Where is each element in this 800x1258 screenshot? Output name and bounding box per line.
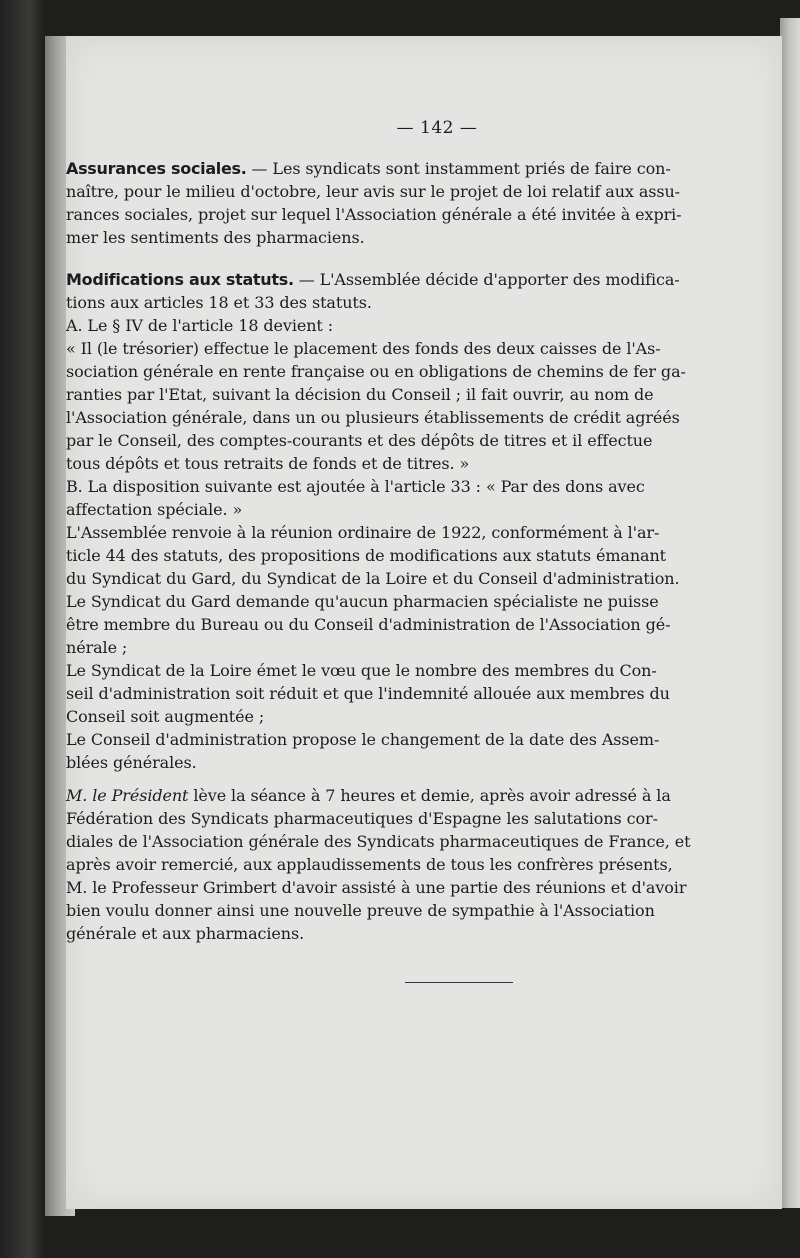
text-line: après avoir remercié, aux applaudissements de tous les confrères présents, — [66, 855, 673, 874]
page-number: — 142 — — [396, 118, 478, 138]
text-line: rances sociales, projet sur lequel l'Association générale a été invitée à expri- — [66, 205, 682, 224]
text-line: ranties par l'Etat, suivant la décision du Conseil ; il fait ouvrir, au nom de — [66, 385, 654, 404]
paragraph-assurances-sociales — [66, 157, 740, 249]
text-line: Le Conseil d'administration propose le changement de la date des Assem- — [66, 730, 660, 749]
text-line: L'Assemblée renvoie à la réunion ordinaire de 1922, conformément à l'ar- — [66, 523, 660, 542]
text-line: M. le Professeur Grimbert d'avoir assisté à une partie des réunions et d'avoir — [66, 878, 687, 897]
text-line: Le Syndicat de la Loire émet le vœu que le nombre des membres du Con- — [66, 661, 657, 680]
paragraph-closing — [66, 784, 740, 945]
text-line: naître, pour le milieu d'octobre, leur avis sur le projet de loi relatif aux assu- — [66, 182, 680, 201]
text-line: Le Syndicat du Gard demande qu'aucun pharmacien spécialiste ne puisse — [66, 592, 659, 611]
speaker-name: M. le Président — [66, 786, 189, 805]
text-line: Conseil soit augmentée ; — [66, 707, 265, 726]
text-line: ticle 44 des statuts, des propositions de modifications aux statuts émanant — [66, 546, 667, 565]
adjacent-page-edge — [780, 18, 800, 1208]
text-line: tions aux articles 18 et 33 des statuts. — [66, 293, 372, 312]
quote-block — [66, 337, 740, 475]
section-heading-modifications: Modifications aux statuts. — [66, 270, 294, 289]
text-line: blées générales. — [66, 753, 197, 772]
text-line: Fédération des Syndicats pharmaceutiques d'Espagne les salutations cor- — [66, 809, 658, 828]
text-line: générale et aux pharmaciens. — [66, 924, 305, 943]
text-line: bien voulu donner ainsi une nouvelle preuve de sympathie à l'Association — [66, 901, 655, 920]
end-rule — [405, 982, 513, 983]
text-line: — L'Assemblée décide d'apporter des modifica- — [293, 270, 680, 289]
text-line: « Il (le trésorier) effectue le placement des fonds des deux caisses de l'As- — [66, 339, 661, 358]
text-line: du Syndicat du Gard, du Syndicat de la Loire et du Conseil d'administration. — [66, 569, 680, 588]
text-line: seil d'administration soit réduit et que l'indemnité allouée aux membres du — [66, 684, 670, 703]
text-line: diales de l'Association générale des Syndicats pharmaceutiques de France, et — [66, 832, 691, 851]
gard-paragraph — [66, 590, 740, 659]
conseil-paragraph — [66, 728, 740, 774]
text-line: affectation spéciale. » — [66, 500, 243, 519]
text-line: — Les syndicats sont instamment priés de faire con- — [246, 159, 671, 178]
text-line: sociation générale en rente française ou en obligations de chemins de fer ga- — [66, 362, 686, 381]
text-line: mer les sentiments des pharmaciens. — [66, 228, 365, 247]
point-b — [66, 475, 740, 521]
text-line: être membre du Bureau ou du Conseil d'administration de l'Association gé- — [66, 615, 671, 634]
point-a: A. Le § IV de l'article 18 devient : — [66, 316, 334, 335]
text-line: tous dépôts et tous retraits de fonds et de titres. » — [66, 454, 470, 473]
text-line: l'Association générale, dans un ou plusieurs établissements de crédit agréés — [66, 408, 680, 427]
text-line: B. La disposition suivante est ajoutée à l'article 33 : « Par des dons avec — [66, 477, 645, 496]
text-line: lève la séance à 7 heures et demie, après avoir adressé à la — [188, 786, 671, 805]
section-heading-assurances: Assurances sociales. — [66, 159, 247, 178]
text-line: nérale ; — [66, 638, 128, 657]
text-line: par le Conseil, des comptes-courants et des dépôts de titres et il effectue — [66, 431, 653, 450]
loire-paragraph — [66, 659, 740, 728]
renvoi-paragraph — [66, 521, 740, 590]
paragraph-modifications-statuts — [66, 268, 740, 774]
